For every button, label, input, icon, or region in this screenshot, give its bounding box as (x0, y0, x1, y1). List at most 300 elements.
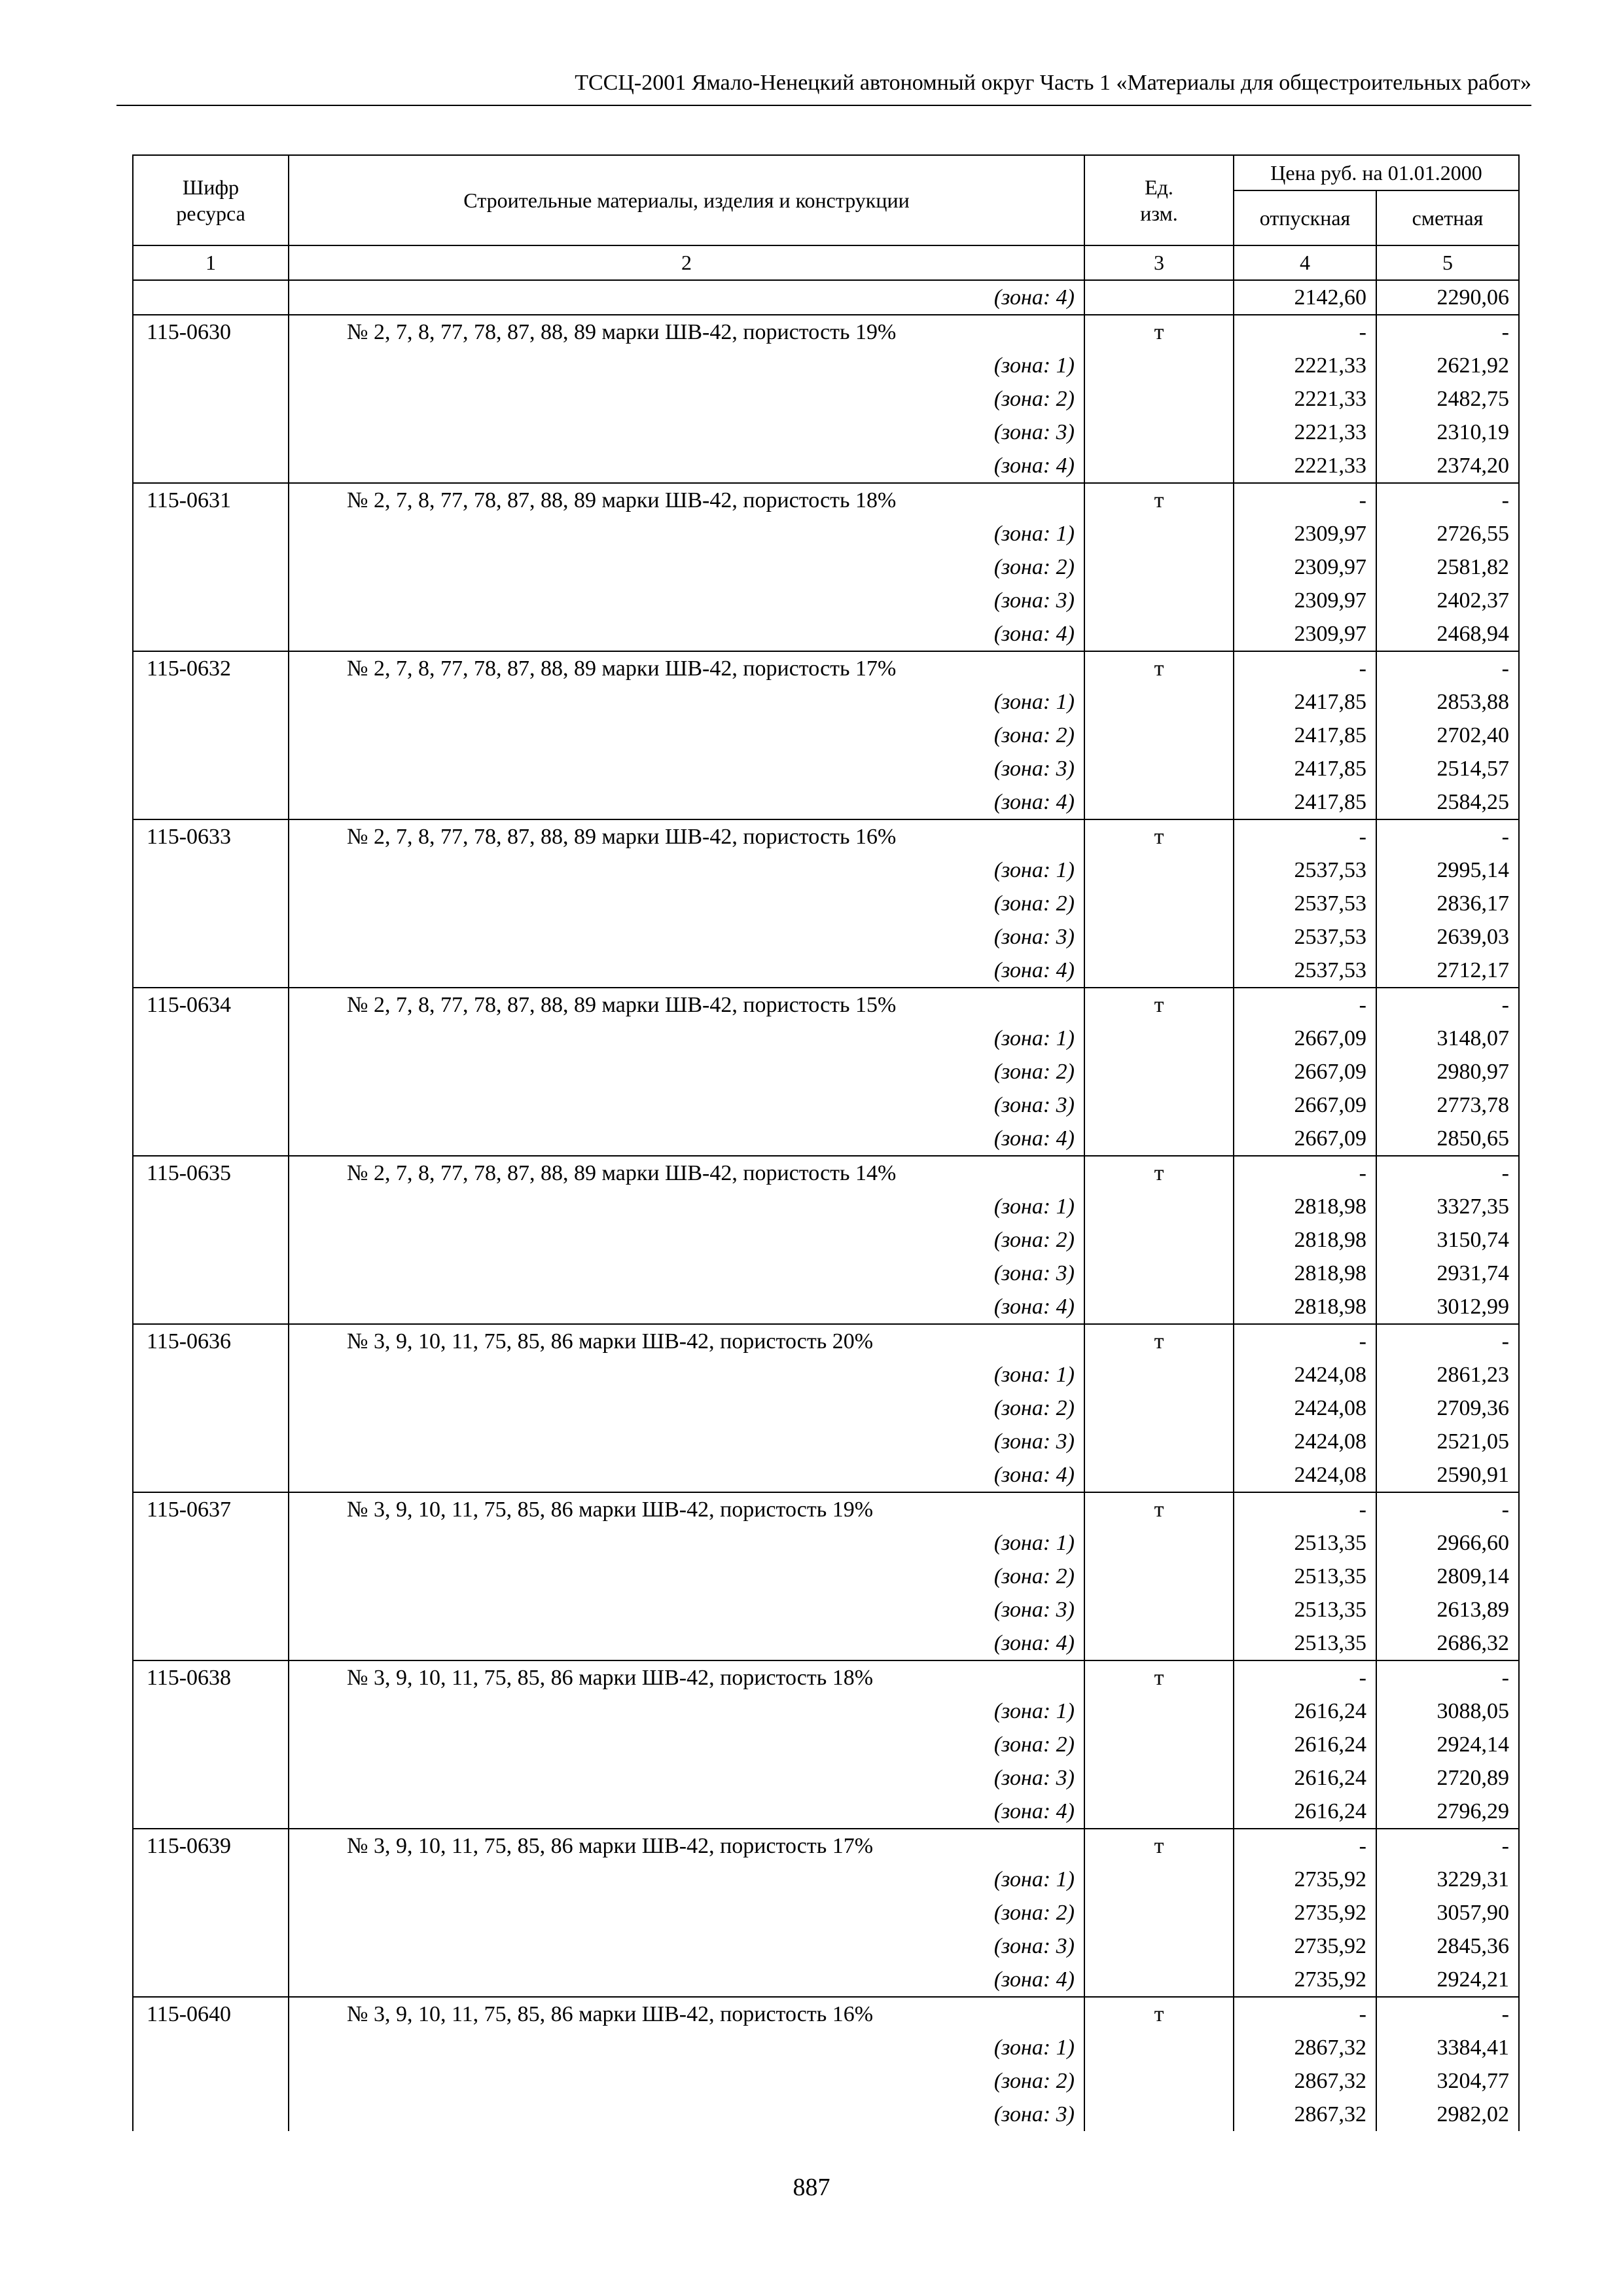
zone-row (133, 2098, 1519, 2131)
estimate-price: - (1376, 988, 1519, 1022)
zone-label: (зона: 1) (289, 1526, 1084, 1560)
estimate-price: 2861,23 (1376, 1358, 1519, 1391)
unit-cell (1084, 617, 1234, 651)
release-price: - (1234, 1997, 1376, 2031)
unit-cell (1084, 1896, 1234, 1929)
release-price: 2417,85 (1234, 719, 1376, 752)
zone-row (133, 1425, 1519, 1458)
release-price: 2667,09 (1234, 1055, 1376, 1088)
zone-label: (зона: 2) (289, 550, 1084, 584)
estimate-price: 3148,07 (1376, 1022, 1519, 1055)
resource-code: 115-0635 (133, 1156, 289, 1190)
table-row (133, 1156, 1519, 1190)
header-code-line1: Шифр (182, 175, 240, 199)
material-name: № 3, 9, 10, 11, 75, 85, 86 марки ШВ-42, пористость 19% (289, 1492, 1084, 1526)
estimate-price: 2374,20 (1376, 449, 1519, 483)
zone-row (133, 1122, 1519, 1156)
estimate-price: 2290,06 (1376, 280, 1519, 315)
release-price: 2309,97 (1234, 550, 1376, 584)
resource-code-cell (133, 752, 289, 785)
resource-code-cell (133, 584, 289, 617)
header-unit-line2: изм. (1140, 202, 1178, 225)
resource-code-cell (133, 280, 289, 315)
unit-cell (1084, 1863, 1234, 1896)
zone-label: (зона: 1) (289, 1358, 1084, 1391)
zone-row (133, 2031, 1519, 2064)
zone-label: (зона: 3) (289, 752, 1084, 785)
unit-cell (1084, 1458, 1234, 1492)
release-price: - (1234, 315, 1376, 349)
zone-label: (зона: 3) (289, 1929, 1084, 1963)
release-price: - (1234, 1829, 1376, 1863)
zone-label: (зона: 4) (289, 1122, 1084, 1156)
header-code-line2: ресурса (176, 202, 245, 225)
estimate-price: 2924,14 (1376, 1728, 1519, 1761)
estimate-price: 2982,02 (1376, 2098, 1519, 2131)
release-price: 2417,85 (1234, 752, 1376, 785)
zone-row (133, 449, 1519, 483)
zone-label: (зона: 2) (289, 1391, 1084, 1425)
unit-cell (1084, 1695, 1234, 1728)
unit-cell (1084, 1728, 1234, 1761)
release-price: 2309,97 (1234, 617, 1376, 651)
zone-label: (зона: 3) (289, 584, 1084, 617)
resource-code-cell (133, 954, 289, 988)
resource-code-cell (133, 2098, 289, 2131)
resource-code-cell (133, 1863, 289, 1896)
zone-label: (зона: 1) (289, 1695, 1084, 1728)
resource-code-cell (133, 1896, 289, 1929)
zone-row (133, 1290, 1519, 1324)
estimate-price: - (1376, 1492, 1519, 1526)
zone-label: (зона: 1) (289, 517, 1084, 550)
release-price: - (1234, 819, 1376, 853)
zone-row (133, 1257, 1519, 1290)
release-price: 2537,53 (1234, 853, 1376, 887)
zone-row (133, 1963, 1519, 1997)
release-price: 2221,33 (1234, 349, 1376, 382)
zone-row (133, 382, 1519, 416)
resource-code-cell (133, 1728, 289, 1761)
unit-cell: т (1084, 651, 1234, 685)
estimate-price: 3229,31 (1376, 1863, 1519, 1896)
resource-code-cell (133, 685, 289, 719)
zone-row (133, 1795, 1519, 1829)
estimate-price: 2773,78 (1376, 1088, 1519, 1122)
table-row (133, 988, 1519, 1022)
unit-cell: т (1084, 1997, 1234, 2031)
estimate-price: - (1376, 1660, 1519, 1695)
zone-label: (зона: 4) (289, 1795, 1084, 1829)
zone-label: (зона: 1) (289, 1190, 1084, 1223)
unit-cell (1084, 1391, 1234, 1425)
release-price: 2867,32 (1234, 2064, 1376, 2098)
table-row (133, 483, 1519, 517)
release-price: - (1234, 1324, 1376, 1358)
release-price: 2513,35 (1234, 1593, 1376, 1626)
release-price: 2309,97 (1234, 584, 1376, 617)
resource-code-cell (133, 1593, 289, 1626)
estimate-price: 3057,90 (1376, 1896, 1519, 1929)
estimate-price: 2853,88 (1376, 685, 1519, 719)
estimate-price: 2621,92 (1376, 349, 1519, 382)
unit-cell (1084, 954, 1234, 988)
header-unit-line1: Ед. (1145, 175, 1173, 199)
estimate-price: 2639,03 (1376, 920, 1519, 954)
estimate-price: 2836,17 (1376, 887, 1519, 920)
release-price: - (1234, 483, 1376, 517)
zone-label: (зона: 4) (289, 617, 1084, 651)
zone-label: (зона: 3) (289, 2098, 1084, 2131)
estimate-price: 2521,05 (1376, 1425, 1519, 1458)
release-price: 2417,85 (1234, 785, 1376, 819)
zone-label: (зона: 4) (289, 785, 1084, 819)
zone-row (133, 416, 1519, 449)
release-price: 2735,92 (1234, 1896, 1376, 1929)
zone-row (133, 685, 1519, 719)
resource-code: 115-0632 (133, 651, 289, 685)
zone-label: (зона: 2) (289, 2064, 1084, 2098)
zone-row (133, 752, 1519, 785)
release-price: 2221,33 (1234, 449, 1376, 483)
release-price: - (1234, 1660, 1376, 1695)
zone-label: (зона: 2) (289, 1055, 1084, 1088)
resource-code-cell (133, 785, 289, 819)
zone-label: (зона: 4) (289, 1963, 1084, 1997)
unit-cell: т (1084, 1156, 1234, 1190)
table-row (133, 315, 1519, 349)
resource-code: 115-0640 (133, 1997, 289, 2031)
zone-row (133, 1560, 1519, 1593)
column-number-row (133, 245, 1519, 280)
zone-row (133, 1391, 1519, 1425)
release-price: 2667,09 (1234, 1088, 1376, 1122)
resource-code: 115-0634 (133, 988, 289, 1022)
zone-label: (зона: 3) (289, 1088, 1084, 1122)
table-row (133, 1324, 1519, 1358)
zone-label: (зона: 2) (289, 382, 1084, 416)
estimate-price: - (1376, 1156, 1519, 1190)
unit-cell (1084, 382, 1234, 416)
unit-cell (1084, 1358, 1234, 1391)
material-name: № 2, 7, 8, 77, 78, 87, 88, 89 марки ШВ-42, пористость 14% (289, 1156, 1084, 1190)
zone-label: (зона: 2) (289, 887, 1084, 920)
zone-row (133, 1761, 1519, 1795)
release-price: - (1234, 1156, 1376, 1190)
zone-row (133, 719, 1519, 752)
release-price: 2513,35 (1234, 1526, 1376, 1560)
zone-label: (зона: 2) (289, 1223, 1084, 1257)
unit-cell (1084, 584, 1234, 617)
header-estimate-price: сметная (1376, 190, 1519, 245)
zone-row (133, 550, 1519, 584)
release-price: 2424,08 (1234, 1458, 1376, 1492)
column-number: 3 (1084, 245, 1234, 280)
table-row (133, 1829, 1519, 1863)
zone-row (133, 1022, 1519, 1055)
zone-label: (зона: 1) (289, 685, 1084, 719)
release-price: 2667,09 (1234, 1022, 1376, 1055)
resource-code: 115-0630 (133, 315, 289, 349)
release-price: 2142,60 (1234, 280, 1376, 315)
release-price: 2537,53 (1234, 920, 1376, 954)
resource-code: 115-0638 (133, 1660, 289, 1695)
unit-cell: т (1084, 988, 1234, 1022)
unit-cell (1084, 1122, 1234, 1156)
release-price: 2616,24 (1234, 1795, 1376, 1829)
estimate-price: 2402,37 (1376, 584, 1519, 617)
release-price: 2667,09 (1234, 1122, 1376, 1156)
unit-cell: т (1084, 483, 1234, 517)
unit-cell (1084, 2031, 1234, 2064)
unit-cell (1084, 853, 1234, 887)
zone-label: (зона: 4) (289, 1458, 1084, 1492)
resource-code: 115-0631 (133, 483, 289, 517)
resource-code-cell (133, 1290, 289, 1324)
table-body (133, 245, 1519, 2131)
release-price: 2417,85 (1234, 685, 1376, 719)
estimate-price: 2468,94 (1376, 617, 1519, 651)
release-price: - (1234, 1492, 1376, 1526)
zone-row (133, 2064, 1519, 2098)
unit-cell (1084, 1425, 1234, 1458)
zone-row (133, 1088, 1519, 1122)
release-price: 2818,98 (1234, 1257, 1376, 1290)
zone-row (133, 887, 1519, 920)
zone-row (133, 1728, 1519, 1761)
table-row (133, 1997, 1519, 2031)
table-row (133, 819, 1519, 853)
zone-label: (зона: 4) (289, 280, 1084, 315)
resource-code-cell (133, 1088, 289, 1122)
resource-code-cell (133, 1391, 289, 1425)
estimate-price: 2613,89 (1376, 1593, 1519, 1626)
zone-label: (зона: 3) (289, 920, 1084, 954)
unit-cell (1084, 752, 1234, 785)
estimate-price: 2310,19 (1376, 416, 1519, 449)
estimate-price: - (1376, 483, 1519, 517)
unit-cell (1084, 550, 1234, 584)
release-price: 2616,24 (1234, 1728, 1376, 1761)
unit-cell (1084, 1088, 1234, 1122)
resource-code-cell (133, 550, 289, 584)
unit-cell: т (1084, 1492, 1234, 1526)
unit-cell (1084, 1223, 1234, 1257)
zone-label: (зона: 4) (289, 1626, 1084, 1660)
zone-row (133, 1458, 1519, 1492)
resource-code-cell (133, 1425, 289, 1458)
zone-row (133, 1929, 1519, 1963)
carryover-row (133, 280, 1519, 315)
estimate-price: 2809,14 (1376, 1560, 1519, 1593)
resource-code-cell (133, 1526, 289, 1560)
unit-cell (1084, 416, 1234, 449)
resource-code-cell (133, 1055, 289, 1088)
zone-label: (зона: 3) (289, 1593, 1084, 1626)
resource-code-cell (133, 853, 289, 887)
zone-row (133, 1896, 1519, 1929)
zone-row (133, 517, 1519, 550)
resource-code-cell (133, 1626, 289, 1660)
unit-cell: т (1084, 315, 1234, 349)
estimate-price: 2584,25 (1376, 785, 1519, 819)
resource-code-cell (133, 920, 289, 954)
resource-code-cell (133, 1458, 289, 1492)
material-name: № 2, 7, 8, 77, 78, 87, 88, 89 марки ШВ-42, пористость 16% (289, 819, 1084, 853)
resource-code-cell (133, 2064, 289, 2098)
unit-cell (1084, 349, 1234, 382)
zone-row (133, 920, 1519, 954)
release-price: 2616,24 (1234, 1761, 1376, 1795)
column-number: 2 (289, 245, 1084, 280)
estimate-price: 2686,32 (1376, 1626, 1519, 1660)
zone-row (133, 349, 1519, 382)
unit-cell (1084, 2064, 1234, 2098)
zone-label: (зона: 1) (289, 349, 1084, 382)
unit-cell (1084, 685, 1234, 719)
release-price: 2537,53 (1234, 954, 1376, 988)
unit-cell (1084, 1929, 1234, 1963)
estimate-price: 2980,97 (1376, 1055, 1519, 1088)
material-name: № 2, 7, 8, 77, 78, 87, 88, 89 марки ШВ-42, пористость 17% (289, 651, 1084, 685)
resource-code-cell (133, 2031, 289, 2064)
resource-code-cell (133, 416, 289, 449)
resource-code: 115-0633 (133, 819, 289, 853)
material-name: № 2, 7, 8, 77, 78, 87, 88, 89 марки ШВ-42, пористость 18% (289, 483, 1084, 517)
resource-code-cell (133, 517, 289, 550)
unit-cell (1084, 517, 1234, 550)
page-number: 887 (793, 2174, 830, 2201)
resource-code-cell (133, 1761, 289, 1795)
estimate-price: - (1376, 651, 1519, 685)
header-rule (116, 105, 1531, 106)
zone-label: (зона: 2) (289, 719, 1084, 752)
resource-code-cell (133, 719, 289, 752)
resource-code: 115-0639 (133, 1829, 289, 1863)
zone-label: (зона: 1) (289, 1022, 1084, 1055)
estimate-price: 2966,60 (1376, 1526, 1519, 1560)
table-header (133, 155, 1519, 245)
unit-cell (1084, 1055, 1234, 1088)
header-name: Строительные материалы, изделия и конструкции (289, 155, 1084, 245)
column-number: 4 (1234, 245, 1376, 280)
header-price-group: Цена руб. на 01.01.2000 (1234, 155, 1519, 190)
unit-cell (1084, 280, 1234, 315)
unit-cell (1084, 1257, 1234, 1290)
estimate-price: 3012,99 (1376, 1290, 1519, 1324)
estimate-price: 3088,05 (1376, 1695, 1519, 1728)
unit-cell: т (1084, 1324, 1234, 1358)
zone-label: (зона: 2) (289, 1560, 1084, 1593)
resource-code-cell (133, 1022, 289, 1055)
zone-row (133, 1626, 1519, 1660)
zone-row (133, 1358, 1519, 1391)
zone-label: (зона: 1) (289, 2031, 1084, 2064)
estimate-price: 2581,82 (1376, 550, 1519, 584)
estimate-price: 2931,74 (1376, 1257, 1519, 1290)
resource-code-cell (133, 1963, 289, 1997)
resource-code-cell (133, 1695, 289, 1728)
estimate-price: - (1376, 819, 1519, 853)
release-price: - (1234, 988, 1376, 1022)
running-header: ТССЦ-2001 Ямало-Ненецкий автономный округ Часть 1 «Материалы для общестроительных работ» (575, 71, 1531, 95)
estimate-price: 2709,36 (1376, 1391, 1519, 1425)
release-price: 2616,24 (1234, 1695, 1376, 1728)
zone-row (133, 1190, 1519, 1223)
zone-row (133, 1695, 1519, 1728)
estimate-price: - (1376, 1324, 1519, 1358)
zone-row (133, 1223, 1519, 1257)
material-name: № 3, 9, 10, 11, 75, 85, 86 марки ШВ-42, пористость 17% (289, 1829, 1084, 1863)
release-price: 2735,92 (1234, 1863, 1376, 1896)
table-row (133, 1492, 1519, 1526)
zone-row (133, 785, 1519, 819)
estimate-price: 2726,55 (1376, 517, 1519, 550)
zone-row (133, 584, 1519, 617)
zone-label: (зона: 1) (289, 853, 1084, 887)
material-name: № 3, 9, 10, 11, 75, 85, 86 марки ШВ-42, пористость 16% (289, 1997, 1084, 2031)
estimate-price: 2482,75 (1376, 382, 1519, 416)
material-name: № 2, 7, 8, 77, 78, 87, 88, 89 марки ШВ-42, пористость 19% (289, 315, 1084, 349)
unit-cell (1084, 449, 1234, 483)
resource-code-cell (133, 1223, 289, 1257)
unit-cell (1084, 1593, 1234, 1626)
release-price: 2221,33 (1234, 416, 1376, 449)
unit-cell (1084, 887, 1234, 920)
resource-code: 115-0637 (133, 1492, 289, 1526)
zone-row (133, 853, 1519, 887)
unit-cell (1084, 719, 1234, 752)
unit-cell (1084, 1022, 1234, 1055)
column-number: 1 (133, 245, 289, 280)
estimate-price: 2924,21 (1376, 1963, 1519, 1997)
release-price: 2818,98 (1234, 1223, 1376, 1257)
zone-label: (зона: 3) (289, 416, 1084, 449)
unit-cell (1084, 1526, 1234, 1560)
zone-row (133, 1055, 1519, 1088)
estimate-price: 2720,89 (1376, 1761, 1519, 1795)
unit-cell (1084, 920, 1234, 954)
estimate-price: 2590,91 (1376, 1458, 1519, 1492)
release-price: 2537,53 (1234, 887, 1376, 920)
estimate-price: - (1376, 315, 1519, 349)
estimate-price: 2845,36 (1376, 1929, 1519, 1963)
resource-code: 115-0636 (133, 1324, 289, 1358)
release-price: 2513,35 (1234, 1560, 1376, 1593)
unit-cell: т (1084, 1660, 1234, 1695)
zone-row (133, 617, 1519, 651)
release-price: 2309,97 (1234, 517, 1376, 550)
unit-cell (1084, 1626, 1234, 1660)
zone-row (133, 954, 1519, 988)
zone-label: (зона: 4) (289, 449, 1084, 483)
zone-row (133, 1863, 1519, 1896)
resource-code-cell (133, 349, 289, 382)
estimate-price: 3327,35 (1376, 1190, 1519, 1223)
estimate-price: 2995,14 (1376, 853, 1519, 887)
resource-code-cell (133, 1122, 289, 1156)
resource-code-cell (133, 617, 289, 651)
estimate-price: 3204,77 (1376, 2064, 1519, 2098)
estimate-price: 2712,17 (1376, 954, 1519, 988)
resource-code-cell (133, 1929, 289, 1963)
release-price: - (1234, 651, 1376, 685)
estimate-price: 2514,57 (1376, 752, 1519, 785)
release-price: 2424,08 (1234, 1425, 1376, 1458)
material-name: № 3, 9, 10, 11, 75, 85, 86 марки ШВ-42, пористость 18% (289, 1660, 1084, 1695)
zone-label: (зона: 2) (289, 1728, 1084, 1761)
resource-code-cell (133, 1190, 289, 1223)
